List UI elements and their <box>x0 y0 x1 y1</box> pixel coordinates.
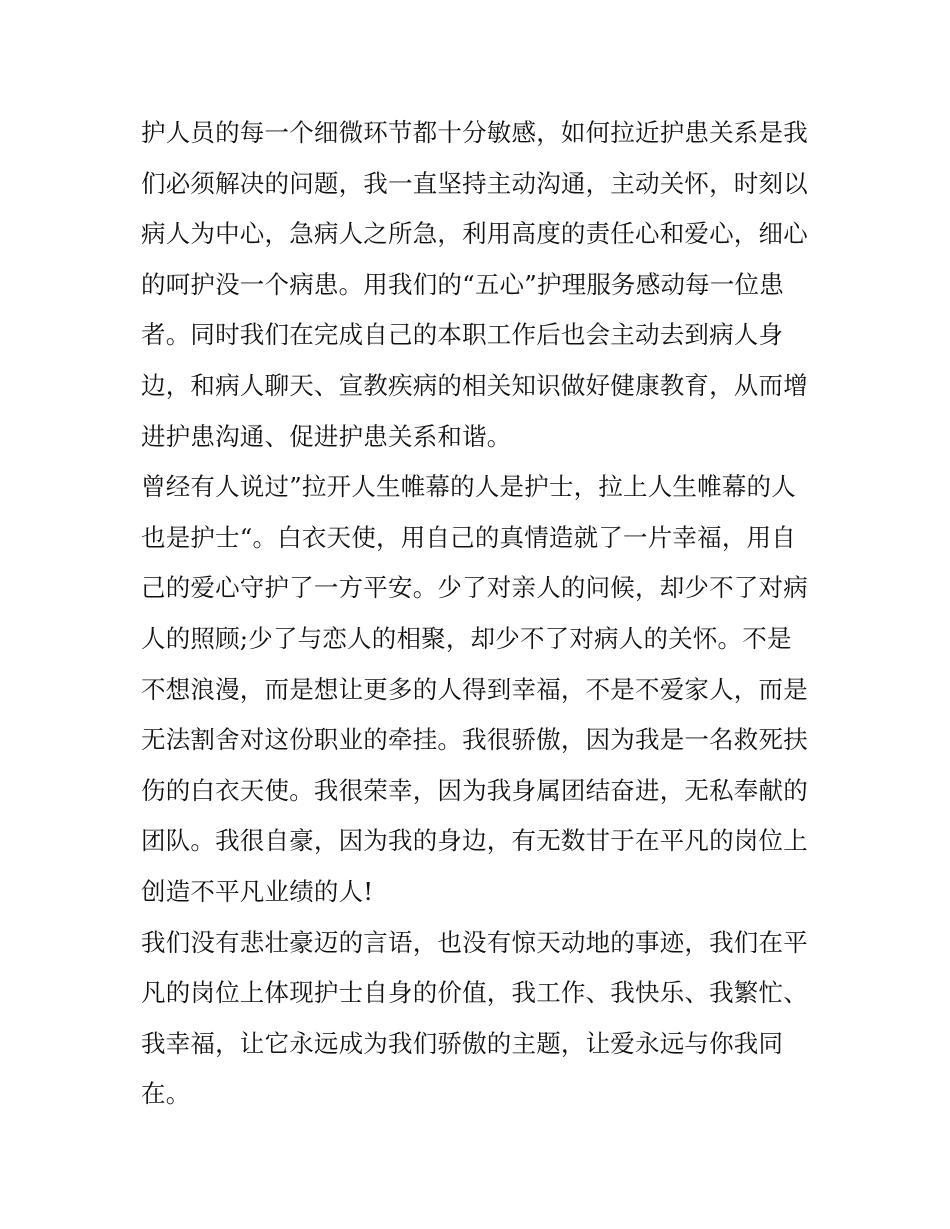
text-line: 者。同时我们在完成自己的本职工作后也会主动去到病人身 <box>141 320 784 350</box>
text-line: 己的爱心守护了一方平安。少了对亲人的问候，却少不了对病 <box>141 573 808 603</box>
body-text <box>141 108 821 1120</box>
text-line: 护人员的每一个细微环节都十分敏感，如何拉近护患关系是我 <box>141 118 808 147</box>
text-line: 边，和病人聊天、宣教疾病的相关知识做好健康教育，从而增 <box>141 370 808 400</box>
text-line: 的呵护没一个病患。用我们的“五心”护理服务感动每一位患 <box>141 269 784 299</box>
text-line: 人的照顾;少了与恋人的相聚，却少不了对病人的关怀。不是 <box>141 623 792 653</box>
text-line: 进护患沟通、促进护患关系和谐。 <box>141 421 512 451</box>
text-line: 创造不平凡业绩的人! <box>141 876 374 906</box>
text-line: 们必须解决的问题，我一直坚持主动沟通，主动关怀，时刻以 <box>141 168 808 198</box>
text-line: 在。 <box>141 1079 191 1109</box>
text-line: 我幸福，让它永远成为我们骄傲的主题，让爱永远与你我同 <box>141 1028 784 1058</box>
text-line: 无法割舍对这份职业的牵挂。我很骄傲，因为我是一名救死扶 <box>141 725 808 755</box>
text-line: 团队。我很自豪，因为我的身边，有无数甘于在平凡的岗位上 <box>141 826 808 856</box>
text-line: 也是护士“。白衣天使，用自己的真情造就了一片幸福，用自 <box>141 522 796 552</box>
text-line: 曾经有人说过”拉开人生帷幕的人是护士，拉上人生帷幕的人 <box>141 472 796 502</box>
text-line: 不想浪漫，而是想让更多的人得到幸福，不是不爱家人，而是 <box>141 674 808 704</box>
text-line: 病人为中心，急病人之所急，利用高度的责任心和爱心，细心 <box>141 219 808 249</box>
text-line: 我们没有悲壮豪迈的言语，也没有惊天动地的事迹，我们在平 <box>141 927 808 957</box>
text-line: 伤的白衣天使。我很荣幸，因为我身属团结奋进，无私奉献的 <box>141 775 808 805</box>
text-line: 凡的岗位上体现护士自身的价值，我工作、我快乐、我繁忙、 <box>141 978 808 1008</box>
